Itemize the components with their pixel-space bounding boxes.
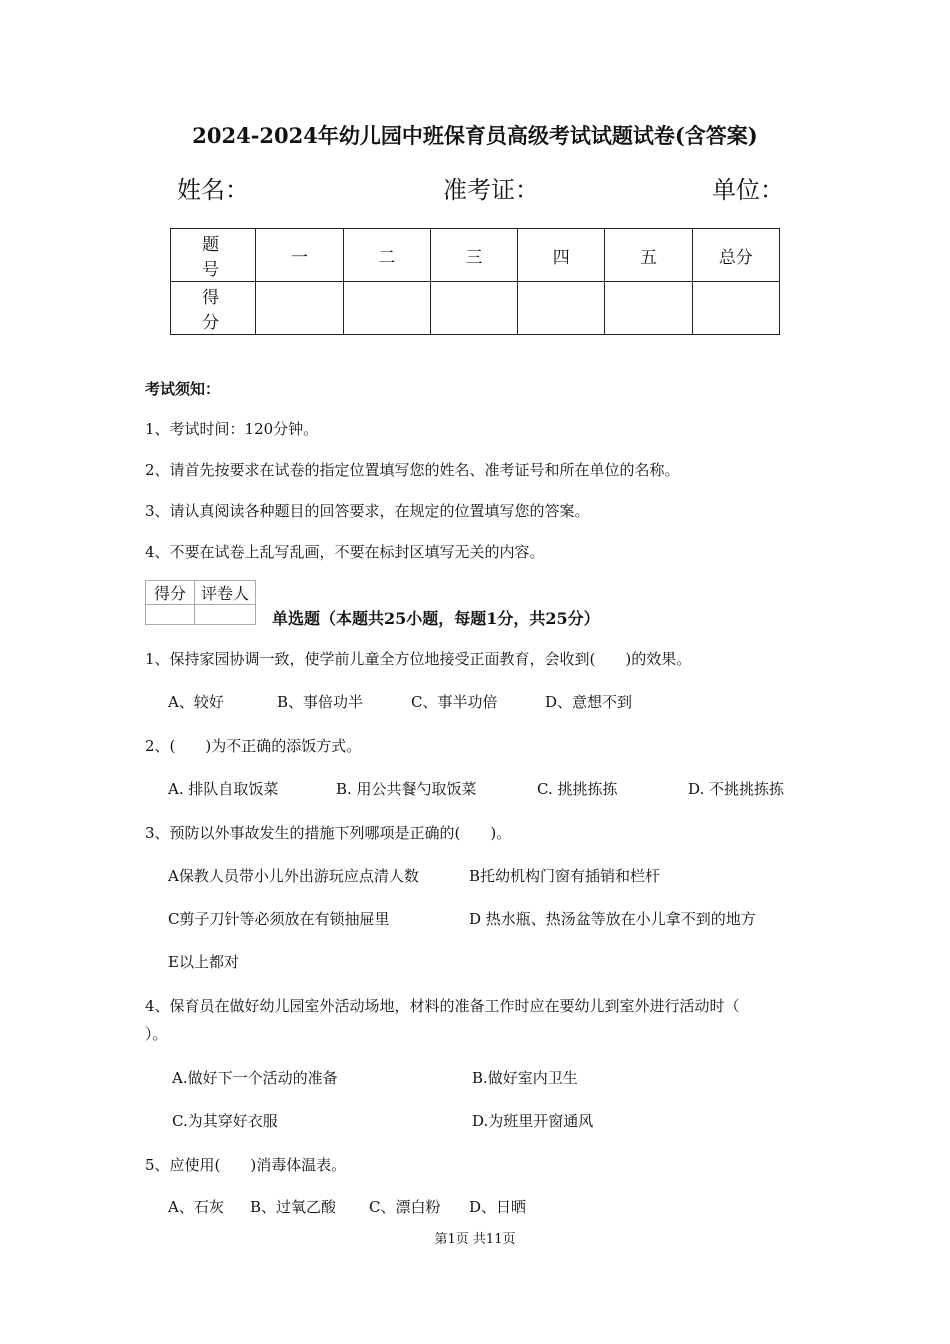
score-table-score-row: [171, 282, 780, 335]
score-cell[interactable]: [430, 282, 517, 335]
option: B、过氧乙酸: [250, 1198, 337, 1216]
notice-item: 1、考试时间：120分钟。: [145, 420, 319, 438]
score-table-header-row: [171, 229, 780, 282]
option: A、较好: [168, 693, 224, 711]
question-stem: 5、应使用( )消毒体温表。: [145, 1156, 347, 1174]
grader-score-cell[interactable]: [146, 605, 195, 625]
option: C、事半功倍: [411, 693, 498, 711]
option: B.做好室内卫生: [472, 1069, 578, 1087]
option: D. 不挑挑拣拣: [688, 780, 785, 798]
score-cell[interactable]: [256, 282, 343, 335]
option: B. 用公共餐勺取饭菜: [336, 780, 477, 798]
score-table-col-total: 总分: [692, 229, 779, 282]
option: A.做好下一个活动的准备: [172, 1069, 338, 1087]
score-table-col-3: 三: [430, 229, 517, 282]
option: A、石灰: [168, 1198, 224, 1216]
page-title: 2024-2024年幼儿园中班保育员高级考试试题试卷(含答案): [192, 123, 758, 148]
score-table-col-5: 五: [605, 229, 692, 282]
section-title: 单选题（本题共25小题，每题1分，共25分）: [272, 609, 600, 628]
score-cell[interactable]: [343, 282, 430, 335]
option: C.为其穿好衣服: [172, 1112, 278, 1130]
notice-heading: 考试须知：: [145, 380, 221, 398]
question-stem: 3、预防以外事故发生的措施下列哪项是正确的( )。: [145, 824, 512, 842]
score-cell[interactable]: [605, 282, 692, 335]
option: A保教人员带小儿外出游玩应点清人数: [168, 867, 419, 885]
option: D、意想不到: [545, 693, 633, 711]
notice-item: 4、不要在试卷上乱写乱画，不要在标封区填写无关的内容。: [145, 543, 545, 561]
option: D、日晒: [469, 1198, 527, 1216]
option: E以上都对: [168, 953, 239, 971]
grader-reviewer-label: 评卷人: [195, 581, 256, 605]
grader-score-label: 得分: [146, 581, 195, 605]
option: A. 排队自取饭菜: [168, 780, 279, 798]
grader-table: [145, 580, 256, 625]
score-table-header-label: 题号: [171, 229, 256, 282]
score-table-col-2: 二: [343, 229, 430, 282]
score-table-col-4: 四: [518, 229, 605, 282]
option: C剪子刀针等必须放在有锁抽屉里: [168, 910, 390, 928]
name-field-label: 姓名：: [177, 176, 249, 204]
score-table-score-label: 得分: [171, 282, 256, 335]
page-footer: 第1页 共11页: [434, 1232, 516, 1247]
score-table: [170, 228, 780, 335]
notice-item: 3、请认真阅读各种题目的回答要求，在规定的位置填写您的答案。: [145, 502, 590, 520]
notice-item: 2、请首先按要求在试卷的指定位置填写您的姓名、准考证号和所在单位的名称。: [145, 461, 680, 479]
grader-reviewer-cell[interactable]: [195, 605, 256, 625]
score-cell[interactable]: [518, 282, 605, 335]
option: C. 挑挑拣拣: [537, 780, 618, 798]
unit-field-label: 单位：: [712, 176, 784, 204]
question-stem-continued: ）。: [145, 1025, 168, 1043]
option: D.为班里开窗通风: [472, 1112, 594, 1130]
score-cell-total[interactable]: [692, 282, 779, 335]
question-stem: 2、( )为不正确的添饭方式。: [145, 737, 362, 755]
option: C、漂白粉: [369, 1198, 441, 1216]
option: D 热水瓶、热汤盆等放在小儿拿不到的地方: [469, 910, 756, 928]
score-table-col-1: 一: [256, 229, 343, 282]
exam-id-field-label: 准考证：: [443, 176, 539, 204]
option: B、事倍功半: [277, 693, 364, 711]
option: B托幼机构门窗有插销和栏杆: [469, 867, 661, 885]
question-stem: 4、保育员在做好幼儿园室外活动场地，材料的准备工作时应在要幼儿到室外进行活动时（: [145, 997, 740, 1015]
question-stem: 1、保持家园协调一致，使学前儿童全方位地接受正面教育，会收到( )的效果。: [145, 650, 692, 668]
